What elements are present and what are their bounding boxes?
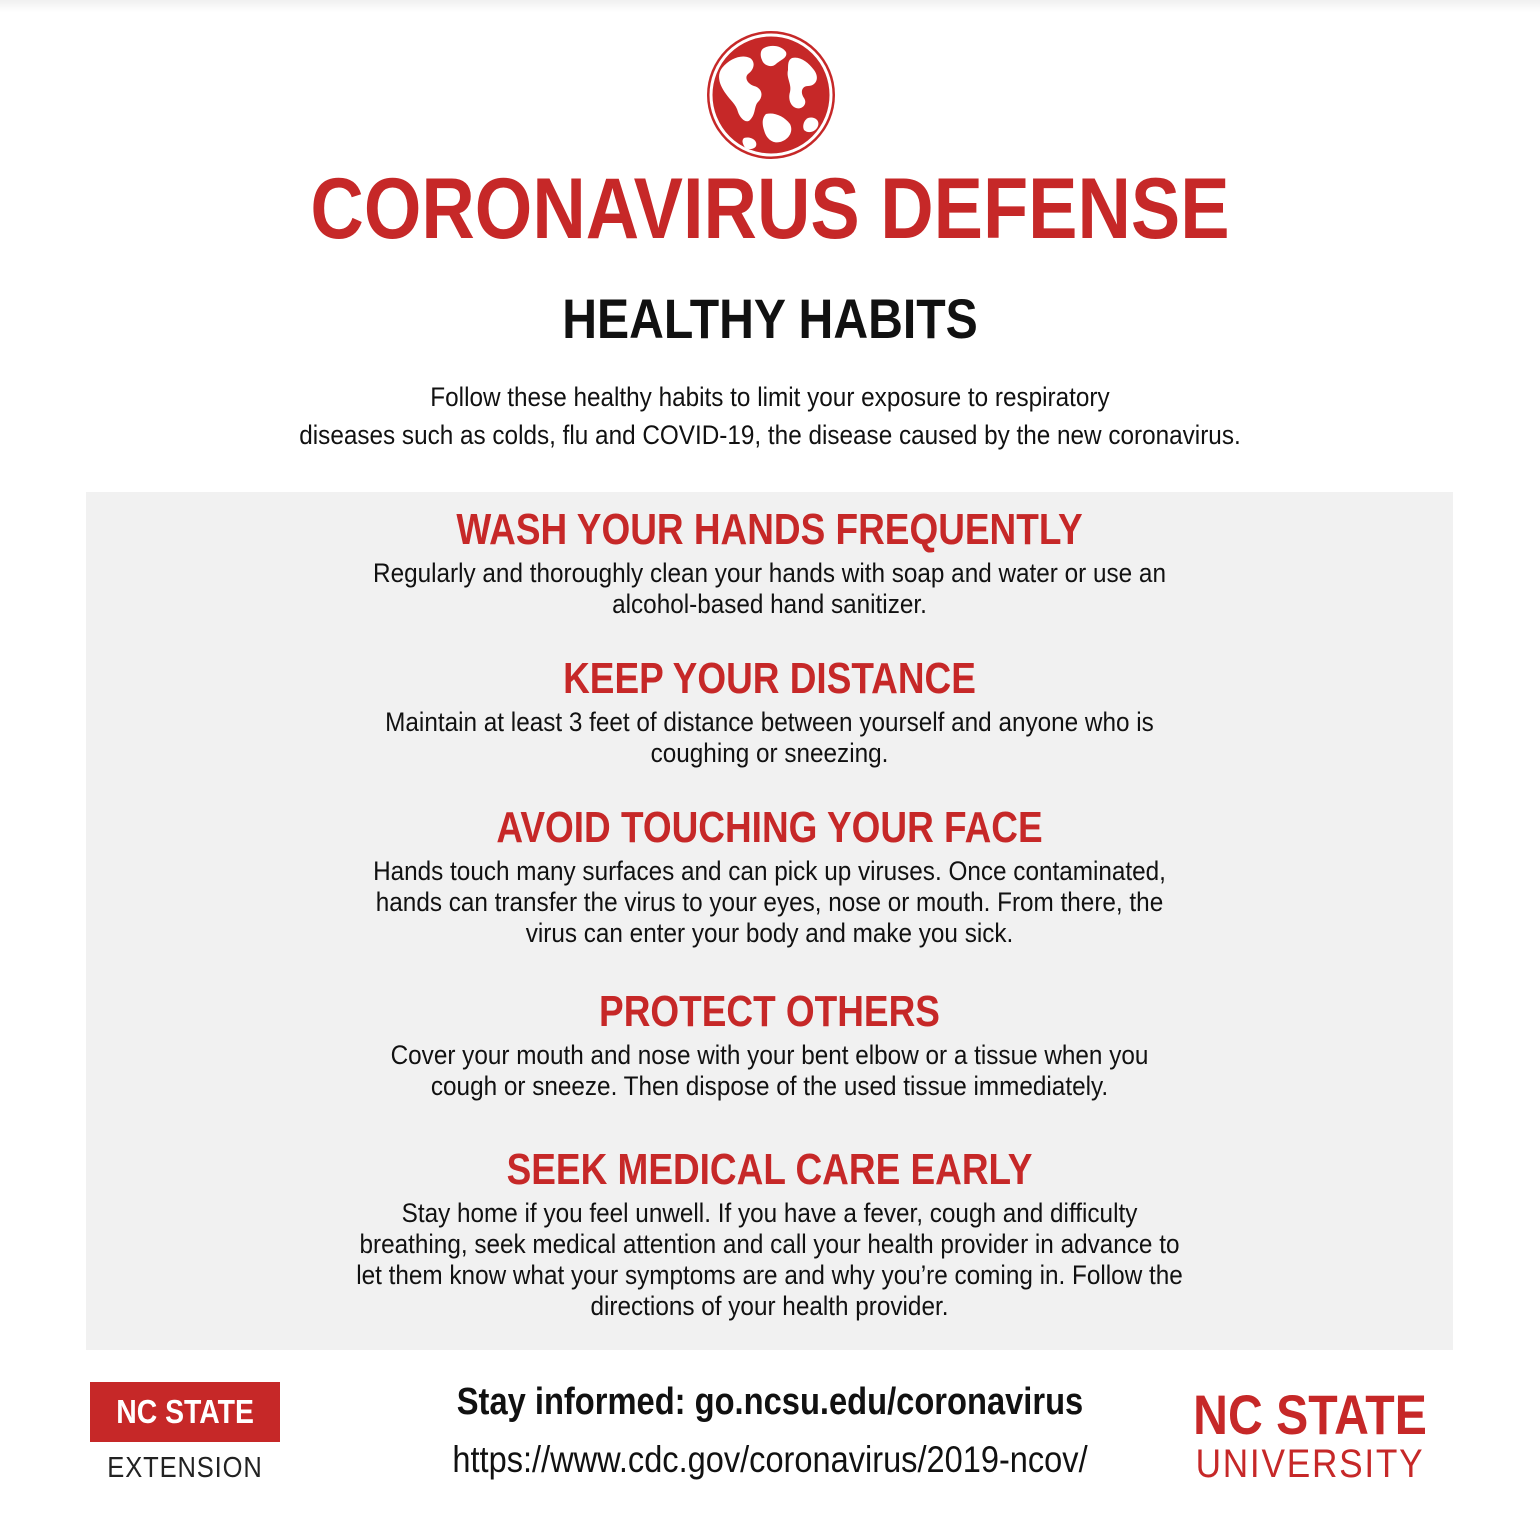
habit-line: alcohol-based hand sanitizer. <box>612 589 927 619</box>
nc-state-extension-logo <box>90 1382 280 1485</box>
habits-panel <box>86 492 1453 1350</box>
stay-informed-text: Stay informed: go.ncsu.edu/coronavirus <box>456 1381 1084 1423</box>
habit-line: virus can enter your body and make you sick. <box>525 918 1014 948</box>
extension-logo-sub: EXTENSION <box>107 1452 263 1484</box>
cdc-link[interactable]: https://www.cdc.gov/coronavirus/2019-ncov/ <box>452 1439 1088 1480</box>
page-subtitle: HEALTHY HABITS <box>562 287 978 350</box>
habit-description <box>154 707 1384 769</box>
habit-line: directions of your health provider. <box>590 1291 949 1321</box>
habit-line: hands can transfer the virus to your eyes, nose or mouth. From there, the <box>375 887 1164 917</box>
habit-description <box>154 558 1384 620</box>
extension-logo-main: NC STATE <box>116 1393 254 1430</box>
habit-keep-distance <box>86 651 1453 769</box>
habit-line: Cover your mouth and nose with your bent elbow or a tissue when you <box>390 1040 1149 1070</box>
intro-text <box>77 378 1463 454</box>
extension-logo-box <box>90 1382 280 1442</box>
top-edge <box>0 0 1540 12</box>
habit-line: let them know what your symptoms are and why you’re coming in. Follow the <box>356 1260 1183 1290</box>
intro-line: Follow these healthy habits to limit your exposure to respiratory <box>430 382 1110 412</box>
habit-line: Regularly and thoroughly clean your hands with soap and water or use an <box>373 558 1166 588</box>
habit-line: Stay home if you feel unwell. If you have a fever, cough and difficulty <box>401 1198 1138 1228</box>
habit-line: coughing or sneezing. <box>650 738 889 768</box>
habit-title: KEEP YOUR DISTANCE <box>563 654 976 703</box>
habit-description <box>154 1040 1384 1102</box>
habit-description <box>154 856 1384 949</box>
habit-protect-others <box>86 984 1453 1102</box>
habit-avoid-face <box>86 800 1453 949</box>
habit-title: AVOID TOUCHING YOUR FACE <box>496 803 1043 852</box>
habit-title: SEEK MEDICAL CARE EARLY <box>506 1145 1033 1194</box>
habit-line: breathing, seek medical attention and call your health provider in advance to <box>359 1229 1180 1259</box>
habit-line: Maintain at least 3 feet of distance between yourself and anyone who is <box>385 707 1154 737</box>
habit-wash-hands <box>86 502 1453 620</box>
habit-title: WASH YOUR HANDS FREQUENTLY <box>456 505 1083 554</box>
habit-description <box>154 1198 1384 1322</box>
habit-seek-care <box>86 1142 1453 1322</box>
globe-icon <box>704 28 838 162</box>
habit-line: cough or sneeze. Then dispose of the used tissue immediately. <box>430 1071 1109 1101</box>
university-logo-main: NC STATE <box>1193 1383 1427 1446</box>
nc-state-university-logo <box>1170 1383 1450 1486</box>
page-title: CORONAVIRUS DEFENSE <box>310 161 1230 257</box>
intro-line: diseases such as colds, flu and COVID-19, the disease caused by the new coronavirus. <box>299 420 1241 450</box>
habit-title: PROTECT OTHERS <box>599 987 940 1036</box>
habit-line: Hands touch many surfaces and can pick up viruses. Once contaminated, <box>373 856 1166 886</box>
university-logo-sub: UNIVERSITY <box>1195 1442 1425 1486</box>
